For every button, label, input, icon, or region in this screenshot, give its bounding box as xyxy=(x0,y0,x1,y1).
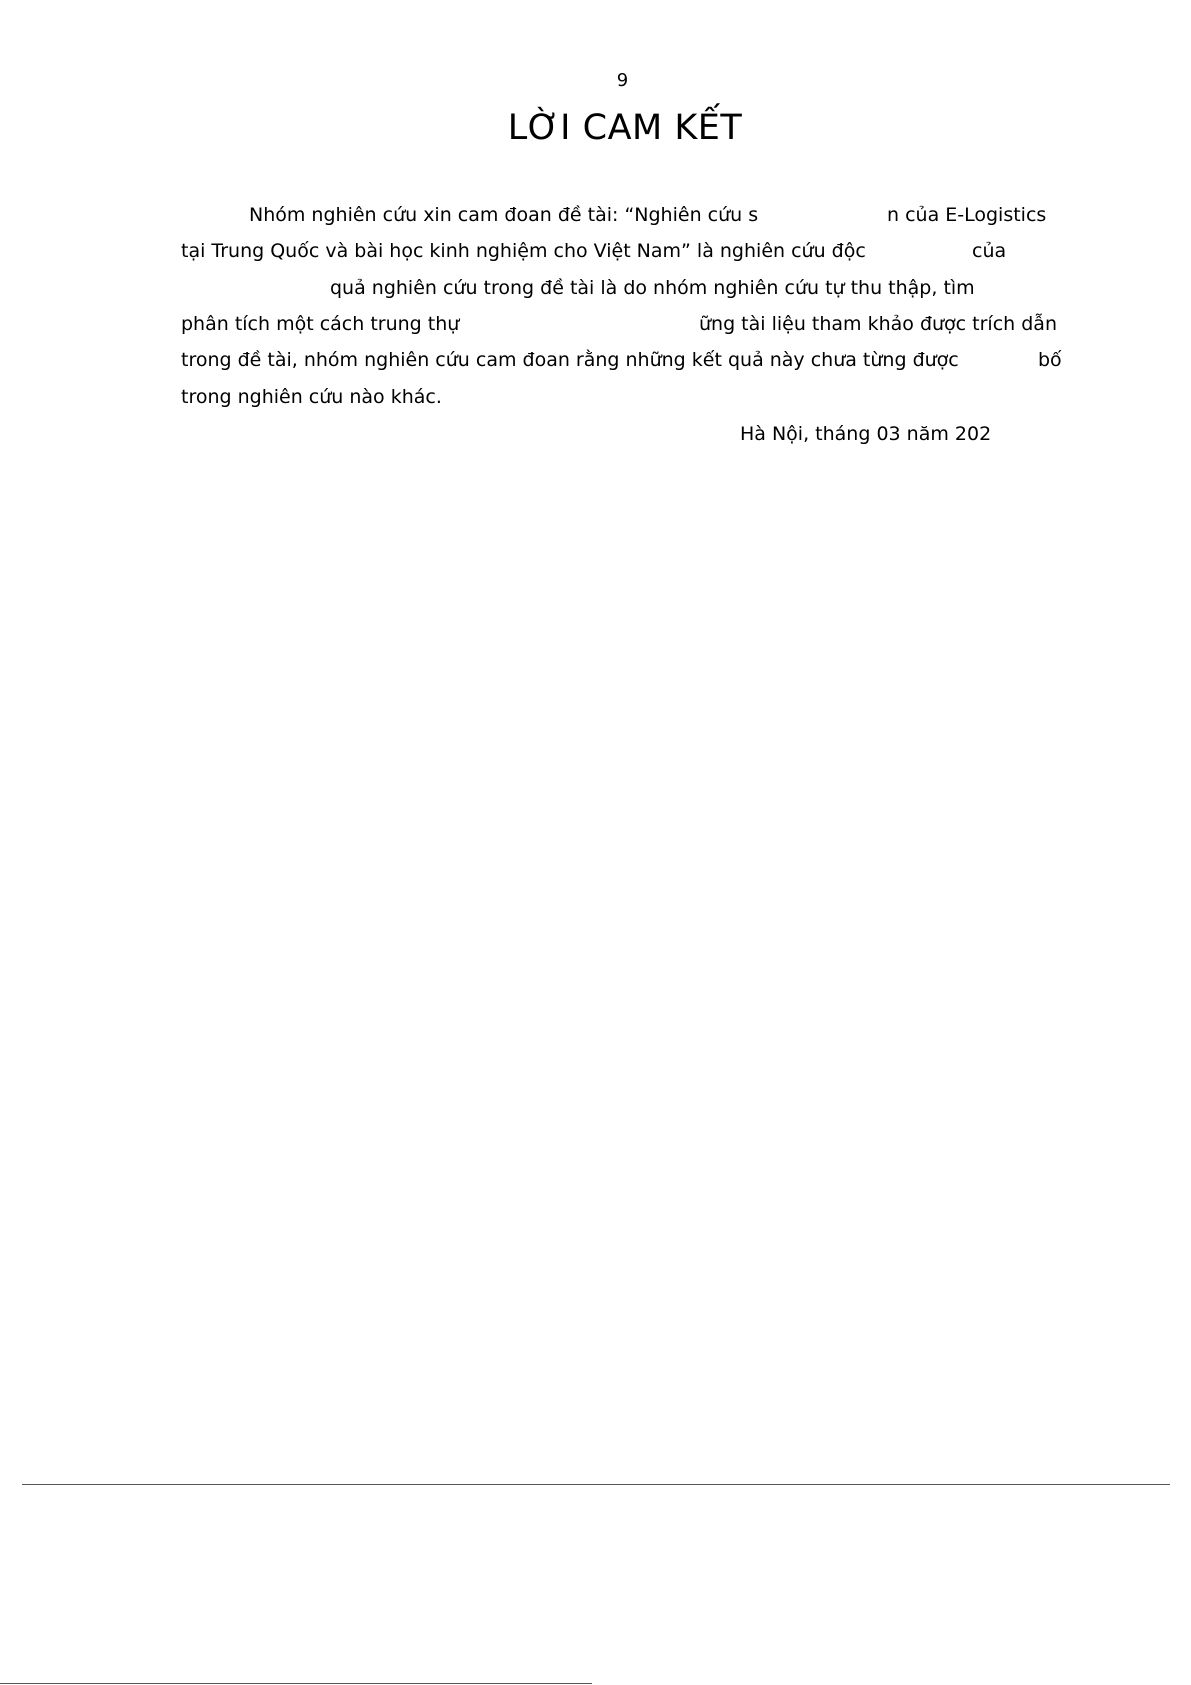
body-line-6-part-1: trong nghiên cứu nào khác. xyxy=(181,386,442,408)
page-title: LỜI CAM KẾT xyxy=(507,108,743,148)
page-divider xyxy=(22,1484,1170,1485)
body-line-2-part-2: của xyxy=(972,240,1007,262)
body-line-5-part-1: trong đề tài, nhóm nghiên cứu cam đoan rằng những kết quả này chưa từng được xyxy=(181,349,959,371)
body-line-4-part-2: ững tài liệu tham khảo được trích dẫn xyxy=(699,313,1057,335)
body-line-2-part-1: tại Trung Quốc và bài học kinh nghiệm cho Việt Nam” là nghiên cứu độc xyxy=(181,240,866,262)
body-line-3-part-1: quả nghiên cứu trong đề tài là do nhóm nghiên cứu tự thu thập, tìm xyxy=(330,277,975,299)
page-number: 9 xyxy=(616,70,629,91)
footnote-divider xyxy=(0,1683,592,1684)
body-line-1-part-1: Nhóm nghiên cứu xin cam đoan đề tài: “Nghiên cứu s xyxy=(249,204,759,226)
body-line-4-part-1: phân tích một cách trung thự xyxy=(181,313,460,335)
signature-date: Hà Nội, tháng 03 năm 202 xyxy=(740,423,992,445)
body-line-1-part-2: n của E-Logistics xyxy=(887,204,1047,226)
body-line-5-part-2: bố xyxy=(1038,349,1062,371)
